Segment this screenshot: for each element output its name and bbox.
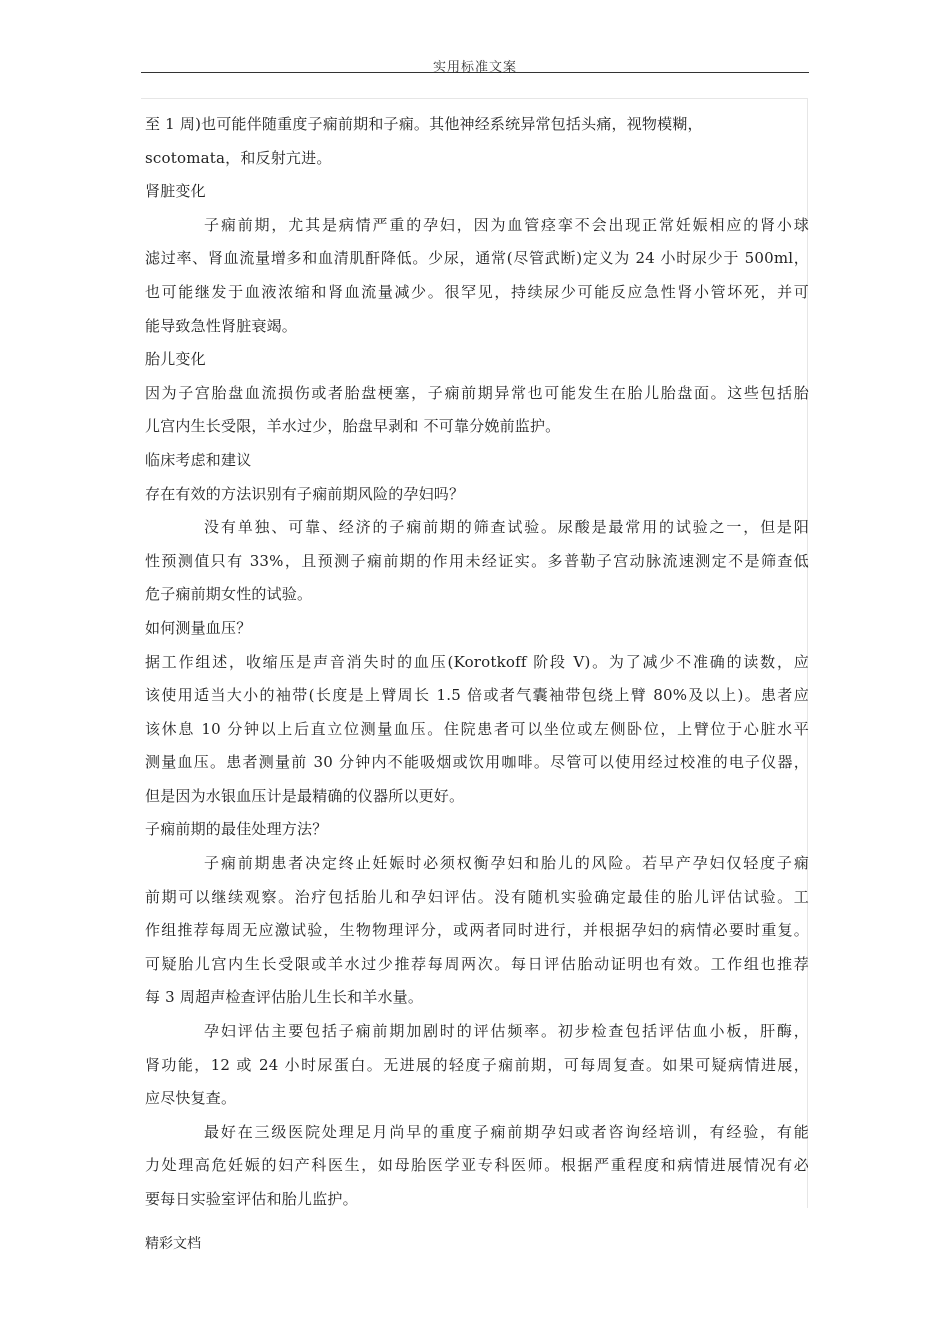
page-footer-text: 精彩文档: [145, 1236, 201, 1252]
text-line: 性预测值只有 33%，且预测子痫前期的作用未经证实。多普勒子宫动脉流速测定不是筛查低: [145, 551, 809, 570]
text-line: 应尽快复查。: [145, 1089, 237, 1108]
text-line: 儿宫内生长受限，羊水过少，胎盘早剥和 不可靠分娩前监护。: [145, 417, 561, 436]
text-line: 没有单独、可靠、经济的子痫前期的筛查试验。尿酸是最常用的试验之一，但是阳: [204, 518, 809, 537]
text-line: 该使用适当大小的袖带(长度是上臂周长 1.5 倍或者气囊袖带包绕上臂 80%及以上)。患者应: [145, 686, 809, 705]
text-line: 该休息 10 分钟以上后直立位测量血压。住院患者可以坐位或左侧卧位，上臂位于心脏水平: [145, 719, 809, 738]
text-line: 最好在三级医院处理足月尚早的重度子痫前期孕妇或者咨询经培训，有经验，有能: [204, 1122, 809, 1141]
text-line: 存在有效的方法识别有子痫前期风险的孕妇吗？: [145, 484, 465, 503]
text-line: 力处理高危妊娠的妇产科医生，如母胎医学亚专科医师。根据严重程度和病情进展情况有必: [145, 1156, 809, 1175]
document-body: [145, 108, 809, 1217]
text-line: 每 3 周超声检查评估胎儿生长和羊水量。: [145, 988, 424, 1007]
text-line: 胎儿变化: [145, 350, 206, 369]
text-line: 至 1 周)也可能伴随重度子痫前期和子痫。其他神经系统异常包括头痛，视物模糊，: [145, 115, 703, 133]
text-line: 能导致急性肾脏衰竭。: [145, 316, 298, 335]
text-line: scotomata，和反射亢进。: [145, 148, 332, 167]
text-line: 孕妇评估主要包括子痫前期加剧时的评估频率。初步检查包括评估血小板，肝酶，: [204, 1022, 809, 1041]
text-line: 要每日实验室评估和胎儿监护。: [145, 1190, 358, 1208]
text-line: 子痫前期，尤其是病情严重的孕妇，因为血管痉挛不会出现正常妊娠相应的肾小球: [204, 215, 809, 234]
text-line: 作组推荐每周无应激试验，生物物理评分，或两者同时进行，并根据孕妇的病情必要时重复。: [145, 921, 809, 940]
text-line: 前期可以继续观察。治疗包括胎儿和孕妇评估。没有随机实验确定最佳的胎儿评估试验。工: [145, 887, 809, 906]
page-header-title: 实用标准文案: [432, 60, 517, 75]
text-line: 可疑胎儿宫内生长受限或羊水过少推荐每周两次。每日评估胎动证明也有效。工作组也推荐: [145, 954, 809, 973]
text-line: 测量血压。患者测量前 30 分钟内不能吸烟或饮用咖啡。尽管可以使用经过校准的电子仪器，: [145, 753, 809, 772]
text-line: 肾功能，12 或 24 小时尿蛋白。无进展的轻度子痫前期，可每周复查。如果可疑病情进展，: [145, 1055, 809, 1074]
header-rule: [141, 72, 809, 73]
text-line: 但是因为水银血压计是最精确的仪器所以更好。: [145, 786, 465, 805]
text-line: 子痫前期患者决定终止妊娠时必须权衡孕妇和胎儿的风险。若早产孕妇仅轻度子痫: [204, 854, 809, 873]
text-line: 据工作组述，收缩压是声音消失时的血压(Korotkoff 阶段 V)。为了减少不准确的读数，应: [145, 652, 809, 671]
text-line: 也可能继发于血液浓缩和肾血流量减少。很罕见，持续尿少可能反应急性肾小管坏死，并可: [145, 282, 809, 301]
text-line: 危子痫前期女性的试验。: [145, 585, 313, 604]
text-line: 因为子宫胎盘血流损伤或者胎盘梗塞，子痫前期异常也可能发生在胎儿胎盘面。这些包括胎: [145, 383, 809, 402]
text-line: 肾脏变化: [145, 182, 206, 201]
text-line: 临床考虑和建议: [145, 450, 252, 469]
text-line: 子痫前期的最佳处理方法？: [145, 820, 328, 839]
text-line: 如何测量血压？: [145, 618, 252, 637]
text-line: 滤过率、肾血流量增多和血清肌酐降低。少尿，通常(尽管武断)定义为 24 小时尿少于 500ml，: [145, 249, 809, 268]
